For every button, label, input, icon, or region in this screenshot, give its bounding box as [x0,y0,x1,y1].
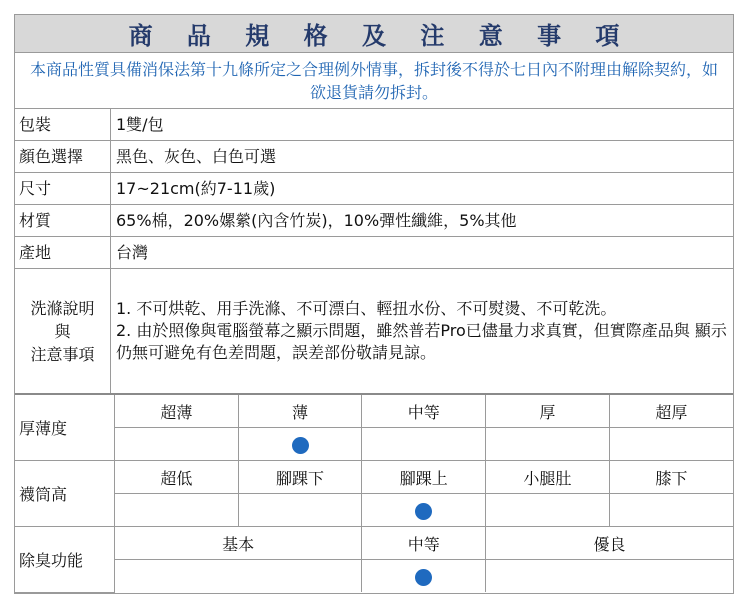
sock-height-marker-row [15,494,733,527]
thickness-label: 厚薄度 [15,395,115,461]
marker-cell [486,560,733,593]
deodorizing-option: 優良 [486,527,733,560]
marker-cell [486,428,610,461]
title-bar [15,15,733,53]
wash-label-line: 與 [54,321,71,341]
wash-label-line: 洗滌說明 [30,298,95,318]
wash-label [15,269,111,395]
spec-row-material [15,205,733,237]
marker-cell [115,560,362,593]
deodorizing-marker-row [15,560,733,593]
spec-label: 顏色選擇 [15,141,111,173]
sock-height-option: 腳踝下 [238,461,362,494]
spec-value: 1雙/包 [111,109,734,141]
sock-height-option: 膝下 [609,461,733,494]
marker-cell [238,428,362,461]
thickness-option: 厚 [486,395,610,428]
spec-label: 材質 [15,205,111,237]
marker-cell [115,428,239,461]
sock-height-option: 超低 [115,461,239,494]
marker-cell [362,560,486,593]
spec-label: 包裝 [15,109,111,141]
selected-marker-dot [415,503,432,520]
deodorizing-option: 中等 [362,527,486,560]
spec-row-color [15,141,733,173]
spec-value: 17~21cm(約7-11歲) [111,173,734,205]
marker-cell [362,494,486,527]
spec-value: 台灣 [111,237,734,269]
page-title: 商 品 規 格 及 注 意 事 項 [128,22,633,50]
wash-instruction-2: 2. 由於照像與電腦螢幕之顯示問題，雖然普若Pro已儘量力求真實，但實際產品與 顯示仍無可避免有色差問題，誤差部份敬請見諒。 [116,321,727,362]
thickness-option: 薄 [238,395,362,428]
thickness-option: 超薄 [115,395,239,428]
selected-marker-dot [292,437,309,454]
spec-row-packaging [15,109,733,141]
deodorizing-options-row [15,527,733,560]
sock-height-option: 小腿肚 [486,461,610,494]
spec-value: 65%棉，20%嫘縈(內含竹炭)，10%彈性纖維，5%其他 [111,205,734,237]
marker-cell [238,494,362,527]
marker-cell [362,428,486,461]
return-notice [15,53,733,109]
wash-instructions [111,269,734,395]
sock-height-option: 腳踝上 [362,461,486,494]
spec-table [15,109,733,395]
spec-row-wash [15,269,733,395]
marker-cell [609,494,733,527]
spec-label: 尺寸 [15,173,111,205]
deodorizing-label: 除臭功能 [15,527,115,593]
thickness-options-row [15,395,733,428]
wash-label-line: 注意事項 [30,344,95,364]
spec-sheet [14,14,734,594]
return-notice-text: 本商品性質具備消保法第十九條所定之合理例外情事，拆封後不得於七日內不附理由解除契約，如欲退貨請勿拆封。 [29,59,718,102]
spec-row-origin [15,237,733,269]
selected-marker-dot [415,569,432,586]
deodorizing-option: 基本 [115,527,362,560]
thickness-option: 超厚 [609,395,733,428]
spec-row-size [15,173,733,205]
wash-instruction-1: 1. 不可烘乾、用手洗滌、不可漂白、輕扭水份、不可熨燙、不可乾洗。 [116,299,617,318]
marker-cell [609,428,733,461]
spec-label: 產地 [15,237,111,269]
marker-cell [486,494,610,527]
sock-height-label: 襪筒高 [15,461,115,527]
spec-value: 黑色、灰色、白色可選 [111,141,734,173]
sock-height-options-row [15,461,733,494]
thickness-marker-row [15,428,733,461]
thickness-option: 中等 [362,395,486,428]
rating-table [15,395,733,593]
marker-cell [115,494,239,527]
